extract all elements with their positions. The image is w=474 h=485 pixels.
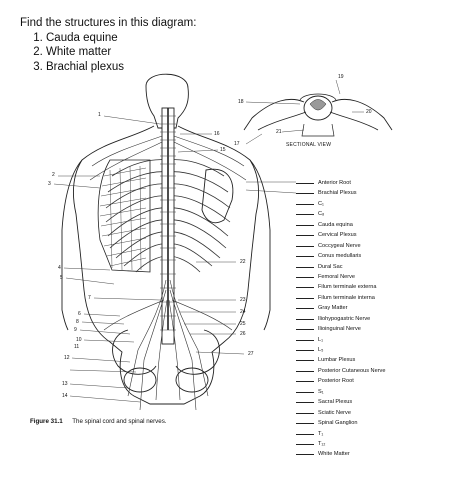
legend-item: Iliohypogastric Nerve (296, 314, 466, 324)
legend-item: C₈ (296, 209, 466, 219)
callout-13: 13 (62, 381, 68, 387)
legend-item: T₁ (296, 429, 466, 439)
legend-item: Brachial Plexus (296, 188, 466, 198)
callout-8: 8 (76, 319, 79, 325)
prompt-item-2: 2. White matter (46, 45, 196, 60)
prompt-item-3: 3. Brachial plexus (46, 60, 196, 75)
prompt-heading: Find the structures in this diagram: (20, 17, 197, 29)
legend-item: Coccygeal Nerve (296, 241, 466, 251)
legend-item: Gray Matter (296, 303, 466, 313)
callout-17: 17 (234, 141, 240, 147)
legend-item: Sacral Plexus (296, 397, 466, 407)
legend-item: White Matter (296, 449, 466, 459)
legend-item: L₅ (296, 345, 466, 355)
legend-item: Cervical Plexus (296, 230, 466, 240)
figure-caption-text: The spinal cord and spinal nerves. (72, 418, 167, 425)
figure-number: Figure 31.1 (30, 418, 63, 425)
callout-7: 7 (88, 295, 91, 301)
legend-item: Sciatic Nerve (296, 408, 466, 418)
callout-24: 24 (240, 309, 246, 315)
legend-item: S₁ (296, 387, 466, 397)
legend-item: Anterior Root (296, 178, 466, 188)
legend-item: Spinal Ganglion (296, 418, 466, 428)
callout-3: 3 (48, 181, 51, 187)
callout-10: 10 (76, 337, 82, 343)
callout-6: 6 (78, 311, 81, 317)
legend-item: T₁₂ (296, 439, 466, 449)
callout-20: 20 (366, 109, 372, 115)
callout-1: 1 (98, 112, 101, 118)
callout-9: 9 (74, 327, 77, 333)
sectional-view-drawing (244, 94, 392, 136)
figure-caption (30, 418, 167, 425)
legend-item: Posterior Root (296, 376, 466, 386)
callout-18: 18 (238, 99, 244, 105)
legend-item: Lumbar Plexus (296, 355, 466, 365)
callout-22: 22 (240, 259, 246, 265)
legend-item: Dural Sac (296, 262, 466, 272)
callout-11: 11 (74, 344, 80, 350)
callout-5: 5 (60, 275, 63, 281)
spinal-column (160, 108, 176, 344)
legend-item: Filum terminale interna (296, 293, 466, 303)
legend-item: L₁ (296, 335, 466, 345)
legend-item: C₁ (296, 199, 466, 209)
legend-item: Filum terminale externa (296, 282, 466, 292)
sectional-view-title: SECTIONAL VIEW (286, 142, 332, 148)
callout-21: 21 (276, 129, 282, 135)
legend-item: Conus medullaris (296, 251, 466, 261)
callout-14: 14 (62, 393, 68, 399)
legend-item: Femoral Nerve (296, 272, 466, 282)
callout-23: 23 (240, 297, 246, 303)
callout-2: 2 (52, 172, 55, 178)
callout-15: 15 (220, 147, 226, 153)
legend-item: Ilioinguinal Nerve (296, 324, 466, 334)
callout-16: 16 (214, 131, 220, 137)
prompt-item-1: 1. Cauda equine (46, 31, 196, 46)
callout-12: 12 (64, 355, 70, 361)
callout-27: 27 (248, 351, 254, 357)
callout-25: 25 (240, 321, 246, 327)
callout-4: 4 (58, 265, 61, 271)
structure-legend (296, 178, 466, 460)
callout-26: 26 (240, 331, 246, 337)
legend-item: Posterior Cutaneous Nerve (296, 366, 466, 376)
callout-19: 19 (338, 74, 344, 80)
legend-item: Cauda equina (296, 220, 466, 230)
